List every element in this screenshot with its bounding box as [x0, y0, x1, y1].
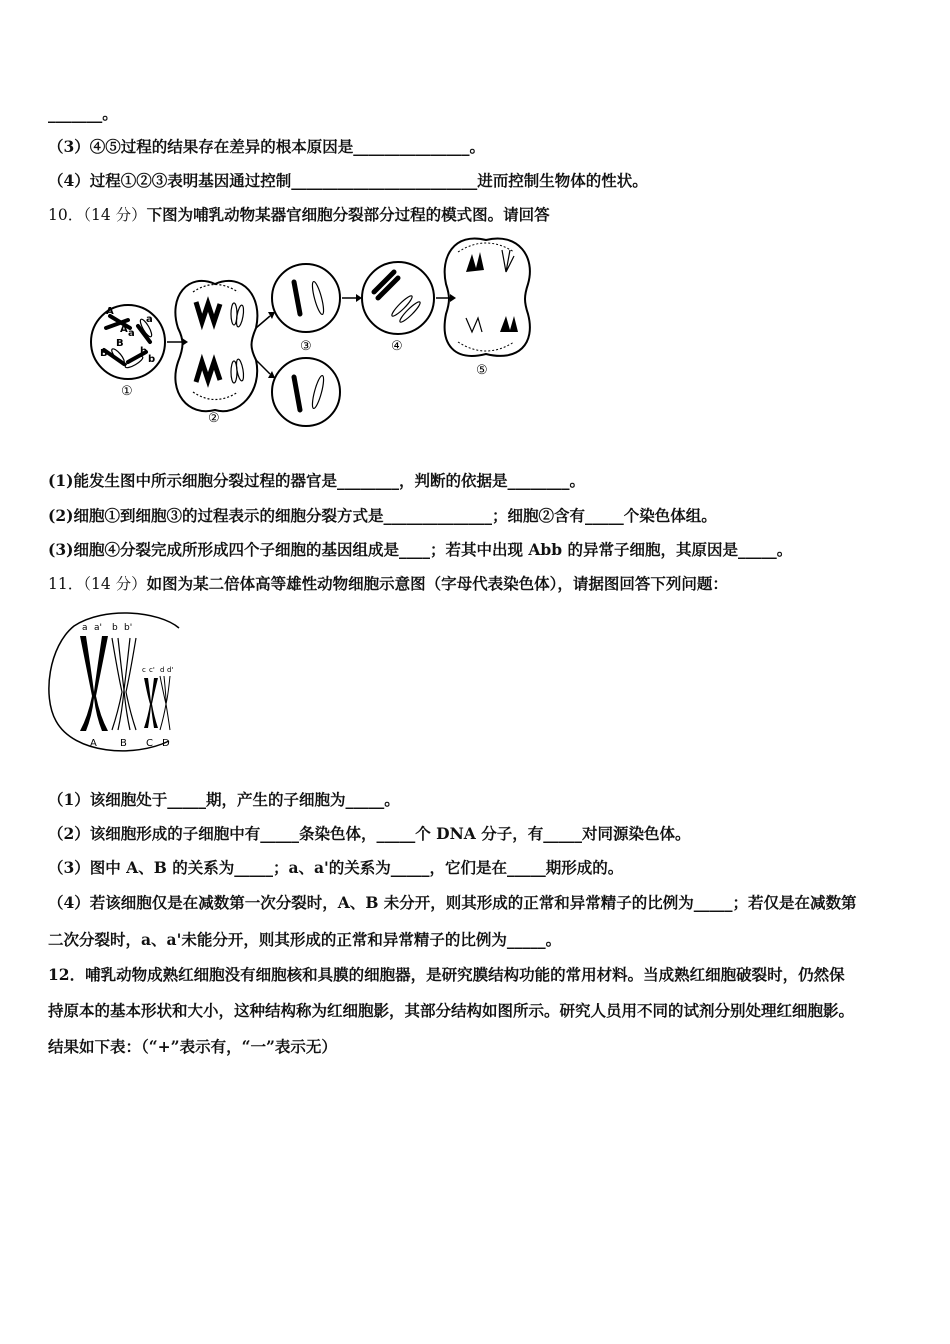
- cell-label: ②: [208, 411, 220, 426]
- q11-part4-line2: 二次分裂时，a、a'未能分开，则其形成的正常和异常精子的比例为_____。: [48, 930, 562, 949]
- chromosome-label: C: [146, 738, 153, 749]
- gene-label: A: [106, 306, 114, 317]
- gene-label: a: [146, 314, 153, 325]
- chromatid-label: d: [160, 666, 165, 674]
- gene-label: B: [116, 338, 124, 349]
- chromosome-figure: [44, 606, 194, 756]
- chromatid-label: b: [112, 623, 118, 633]
- q11-part4-line1: （4）若该细胞仅是在减数第一次分裂时，A、B 未分开，则其形成的正常和异常精子的比例为_____；若仅是在减数第: [48, 893, 857, 912]
- gene-label: A: [120, 324, 128, 335]
- chromosome-label: D: [162, 738, 170, 749]
- answer-blank-line: _______。: [48, 104, 118, 123]
- chromatid-label: c: [142, 666, 146, 674]
- q10-part3: (3)细胞④分裂完成所形成四个子细胞的基因组成是____；若其中出现 Abb 的异常子细胞，其原因是_____。: [48, 540, 793, 559]
- cell-label: ④: [391, 339, 403, 354]
- cell-label: ③: [300, 339, 312, 354]
- q12-line1: 12．哺乳动物成熟红细胞没有细胞核和具膜的细胞器，是研究膜结构功能的常用材料。当成熟红细胞破裂时，仍然保: [48, 965, 845, 984]
- q10-part2: (2)细胞①到细胞③的过程表示的细胞分裂方式是______________；细胞②含有_____个染色体组。: [48, 506, 717, 525]
- chromatid-label: a: [82, 623, 88, 633]
- q11-stem: 11．（14 分）如图为某二倍体高等雄性动物细胞示意图（字母代表染色体），请据图回答下列问题：: [48, 574, 728, 593]
- q10-part1: (1)能发生图中所示细胞分裂过程的器官是________，判断的依据是________。: [48, 471, 585, 490]
- cell-label: ①: [121, 384, 133, 399]
- q12-line2: 持原本的基本形状和大小，这种结构称为红细胞影，其部分结构如图所示。研究人员用不同的试剂分别处理红细胞影。: [48, 1001, 855, 1020]
- chromatid-label: c': [149, 666, 155, 674]
- gene-label: b: [148, 354, 156, 365]
- q10-stem: 10．（14 分）下图为哺乳动物某器官细胞分裂部分过程的模式图。请回答: [48, 205, 550, 224]
- chromatid-label: b': [124, 623, 133, 633]
- chromosome-label: A: [90, 738, 97, 749]
- chromosome-label: B: [120, 738, 127, 749]
- gene-label: b: [140, 346, 148, 357]
- q9-part3: （3）④⑤过程的结果存在差异的根本原因是_______________。: [48, 137, 486, 156]
- q11-part2: （2）该细胞形成的子细胞中有_____条染色体，_____个 DNA 分子，有_____对同源染色体。: [48, 824, 691, 843]
- cell-label: ⑤: [476, 363, 488, 378]
- gene-label: B: [100, 348, 108, 359]
- chromatid-label: a': [94, 623, 102, 633]
- q9-part4: （4）过程①②③表明基因通过控制________________________进而控制生物体的性状。: [48, 171, 648, 190]
- q11-part3: （3）图中 A、B 的关系为_____；a、a'的关系为_____，它们是在_____期形成的。: [48, 858, 624, 877]
- chromatid-label: d': [167, 666, 174, 674]
- q11-part1: （1）该细胞处于_____期，产生的子细胞为_____。: [48, 790, 400, 809]
- cell-division-figure: [88, 232, 548, 432]
- q12-line3: 结果如下表：（“+”表示有，“一”表示无）: [48, 1037, 337, 1056]
- gene-label: a: [128, 328, 135, 339]
